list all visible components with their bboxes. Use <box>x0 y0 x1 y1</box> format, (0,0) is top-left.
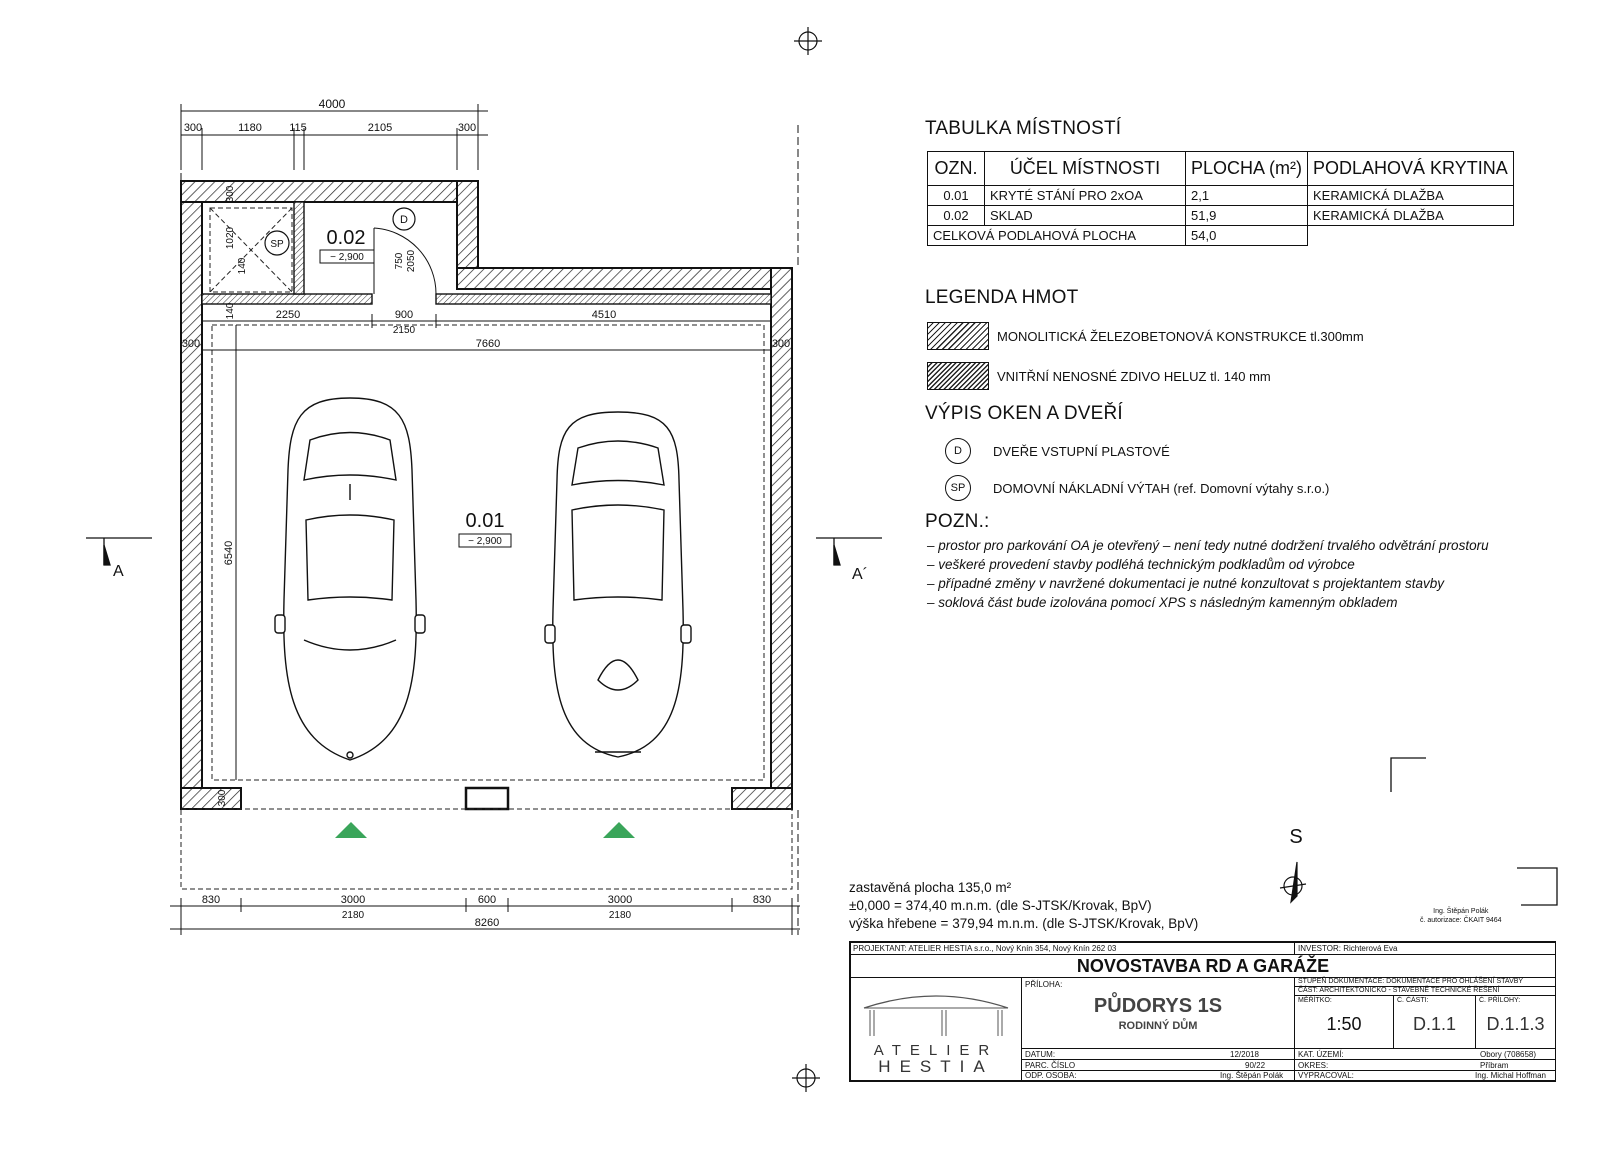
legend-title: LEGENDA HMOT <box>925 287 1079 308</box>
dim-wall-door: 900 <box>394 309 414 321</box>
dim-inner-right-wall: 300 <box>771 338 791 350</box>
dims-top <box>181 104 488 170</box>
dim-bottom-d2: 3000 <box>340 894 366 906</box>
section-mark-left <box>86 538 152 565</box>
openings-title: VÝPIS OKEN A DVEŘÍ <box>925 403 1123 424</box>
corner-mark-top <box>1391 758 1426 792</box>
corner-mark-right <box>1517 868 1557 905</box>
car-left <box>275 398 425 760</box>
dim-inner-height: 6540 <box>223 540 235 566</box>
room-001-level: − 2,900 <box>468 536 502 547</box>
tb-cprilohy-label: Č. PŘÍLOHY: <box>1479 997 1521 1004</box>
concrete-walls <box>181 181 792 809</box>
cell-ucel: KRYTÉ STÁNÍ PRO 2xOA <box>985 186 1186 206</box>
dim-bottom-total: 8260 <box>474 917 500 929</box>
site-info <box>849 879 1198 933</box>
front-column <box>466 788 508 809</box>
tb-cast: ČÁST: ARCHITEKTONICKO - STAVEBNĚ TECHNICKÉ ŘEŠENÍ <box>1298 987 1500 994</box>
dim-top-seg1: 300 <box>183 122 203 134</box>
dim-top-total: 4000 <box>318 97 346 111</box>
dim-bottom-d3: 600 <box>477 894 497 906</box>
north-arrow-icon <box>1280 862 1306 902</box>
dim-bottom-d4-sub: 2180 <box>608 910 632 921</box>
note-item: – prostor pro parkování OA je otevřený – není tedy nutné dodržení trvalého odvětrání prostoru <box>927 538 1489 553</box>
dim-bottom-d5: 830 <box>752 894 772 906</box>
cell-ozn: 0.02 <box>928 206 985 226</box>
signature-name: Ing. Štěpán Polák <box>1433 908 1489 915</box>
tb-project: NOVOSTAVBA RD A GARÁŽE <box>1076 956 1330 976</box>
section-mark-right <box>816 538 882 565</box>
legend-item-concrete <box>927 322 1364 350</box>
tb-odp-label: ODP. OSOBA: <box>1025 1071 1077 1080</box>
cell-plocha: 51,9 <box>1186 206 1308 226</box>
room-002-label: 0.02 <box>326 227 366 249</box>
tb-parc-label: PARC. ČÍSLO <box>1025 1061 1076 1070</box>
dim-inner-width: 7660 <box>475 338 501 350</box>
tb-drawing-title: PŮDORYS 1S <box>1093 995 1223 1017</box>
tb-okres: Příbram <box>1480 1061 1509 1070</box>
dim-door-w: 2050 <box>406 249 417 273</box>
note-item: – veškeré provedení stavby podléhá technickým podkladům od výrobce <box>927 557 1355 572</box>
signature-stamp <box>1420 907 1502 925</box>
opening-text-lift: DOMOVNÍ NÁKLADNÍ VÝTAH (ref. Domovní výtahy s.r.o.) <box>993 480 1330 496</box>
tb-drawing-sub: RODINNÝ DŮM <box>1118 1020 1198 1032</box>
cell-krytina: KERAMICKÁ DLAŽBA <box>1308 186 1514 206</box>
room-001-label: 0.01 <box>465 510 505 532</box>
rooms-table-title: TABULKA MÍSTNOSTÍ <box>925 118 1122 139</box>
dim-store-140: 140 <box>237 257 248 275</box>
rooms-table <box>927 151 1514 246</box>
dim-wall-door-sub: 2150 <box>392 325 416 336</box>
tb-parc: 90/22 <box>1245 1061 1266 1070</box>
tb-stupen: STUPEŇ DOKUMENTACE: DOKUMENTACE PRO OHLÁŠENÍ STAVBY <box>1298 978 1524 985</box>
legend-text-masonry: VNITŘNÍ NENOSNÉ ZDIVO HELUZ tl. 140 mm <box>997 368 1271 384</box>
notes-list <box>927 536 1489 612</box>
tb-vyprac-label: VYPRACOVAL: <box>1298 1071 1354 1080</box>
opening-item-lift <box>945 475 1329 501</box>
lift-tag: SP <box>270 239 284 250</box>
cell-ozn: 0.01 <box>928 186 985 206</box>
dim-inner-left-wall: 300 <box>181 338 201 350</box>
header-plocha: PLOCHA (m²) <box>1186 152 1308 186</box>
entrance-arrow-right <box>603 822 635 838</box>
rooms-table-header <box>928 152 1514 186</box>
north-label: S <box>1289 826 1303 848</box>
header-ucel: ÚČEL MÍSTNOSTI <box>985 152 1186 186</box>
site-info-level: ±0,000 = 374,40 m.n.m. (dle S-JTSK/Krovak, BpV) <box>849 898 1152 913</box>
legend-item-masonry <box>927 362 1271 390</box>
notes-title: POZN.: <box>925 511 990 532</box>
registration-mark-top <box>794 27 822 55</box>
logo-icon <box>860 982 1012 1036</box>
header-ozn: OZN. <box>928 152 985 186</box>
tb-cprilohy: D.1.1.3 <box>1486 1014 1545 1034</box>
logo-text-bottom: HESTIA <box>878 1057 994 1076</box>
title-block <box>849 941 1556 1082</box>
opening-item-door <box>945 438 1170 464</box>
section-label-right: A´ <box>852 566 868 583</box>
door-tag: D <box>400 214 408 226</box>
entrance-arrow-left <box>335 822 367 838</box>
dim-inner-bottom-wall: 300 <box>217 789 228 807</box>
dim-top-seg2: 1180 <box>238 122 262 134</box>
empty-cell <box>1308 226 1514 246</box>
legend-text-concrete: MONOLITICKÁ ŽELEZOBETONOVÁ KONSTRUKCE tl.300mm <box>997 328 1364 344</box>
signature-auth: č. autorizace: ČKAIT 9464 <box>1420 917 1502 924</box>
tb-ccasti-label: Č. ČÁSTI: <box>1397 997 1429 1004</box>
tb-datum-label: DATUM: <box>1025 1050 1056 1059</box>
lift-tag-icon: SP <box>945 475 971 501</box>
room-002-level: − 2,900 <box>330 252 364 263</box>
car-right <box>545 412 691 757</box>
dim-bottom-d1: 830 <box>201 894 221 906</box>
total-value: 54,0 <box>1186 226 1308 246</box>
tb-projektant: PROJEKTANT: ATELIER HESTIA s.r.o., Nový Knín 354, Nový Knín 262 03 <box>853 944 1117 953</box>
tb-investor: INVESTOR: Richterová Eva <box>1298 944 1398 953</box>
door-tag-icon: D <box>945 438 971 464</box>
table-total-row <box>928 226 1514 246</box>
note-item: – soklová část bude izolována pomocí XPS s následným kamenným obkladem <box>927 595 1398 610</box>
hatch-concrete-icon <box>927 322 989 350</box>
cell-krytina: KERAMICKÁ DLAŽBA <box>1308 206 1514 226</box>
registration-mark-bottom <box>792 1064 820 1092</box>
dim-top-seg3: 115 <box>289 122 307 134</box>
site-info-area: zastavěná plocha 135,0 m² <box>849 880 1012 895</box>
dim-wall-right: 4510 <box>591 309 617 321</box>
cell-ucel: SKLAD <box>985 206 1186 226</box>
dim-wall-left-v: 140 <box>225 302 236 320</box>
tb-meritko-label: MĚŘÍTKO: <box>1298 997 1332 1004</box>
tb-odp: Ing. Štěpán Polák <box>1220 1071 1284 1080</box>
dim-door-h: 750 <box>394 252 405 270</box>
dim-top-seg4: 2105 <box>367 122 393 134</box>
cell-plocha: 2,1 <box>1186 186 1308 206</box>
dim-store-1020: 1020 <box>225 226 236 250</box>
hatch-masonry-icon <box>927 362 989 390</box>
dim-bottom-d2-sub: 2180 <box>341 910 365 921</box>
tb-vyprac: Ing. Michal Hoffman <box>1475 1071 1546 1080</box>
tb-kat-label: KAT. ÚZEMÍ: <box>1298 1050 1344 1059</box>
tb-ccasti: D.1.1 <box>1412 1014 1457 1034</box>
logo-text-top: ATELIER <box>873 1042 999 1059</box>
dim-wall-left: 2250 <box>275 309 301 321</box>
tb-okres-label: OKRES: <box>1298 1061 1329 1070</box>
dim-bottom-d4: 3000 <box>607 894 633 906</box>
tb-meritko: 1:50 <box>1326 1014 1362 1034</box>
total-label: CELKOVÁ PODLAHOVÁ PLOCHA <box>928 226 1186 246</box>
tb-kat: Obory (708658) <box>1480 1050 1537 1059</box>
dim-top-seg5: 300 <box>457 122 477 134</box>
section-label-left: A <box>113 563 124 580</box>
opening-text-door: DVEŘE VSTUPNÍ PLASTOVÉ <box>993 443 1170 459</box>
door-swing <box>374 228 436 294</box>
tb-datum: 12/2018 <box>1230 1050 1259 1059</box>
site-info-ridge: výška hřebene = 379,94 m.n.m. (dle S-JTSK/Krovak, BpV) <box>849 916 1199 931</box>
table-row <box>928 206 1514 226</box>
dim-store-300: 300 <box>225 185 236 203</box>
tb-priloha-label: PŘÍLOHA: <box>1025 980 1063 989</box>
header-krytina: PODLAHOVÁ KRYTINA <box>1308 152 1514 186</box>
table-row <box>928 186 1514 206</box>
note-item: – případné změny v navržené dokumentaci je nutné konzultovat s projektantem stavby <box>927 576 1445 591</box>
